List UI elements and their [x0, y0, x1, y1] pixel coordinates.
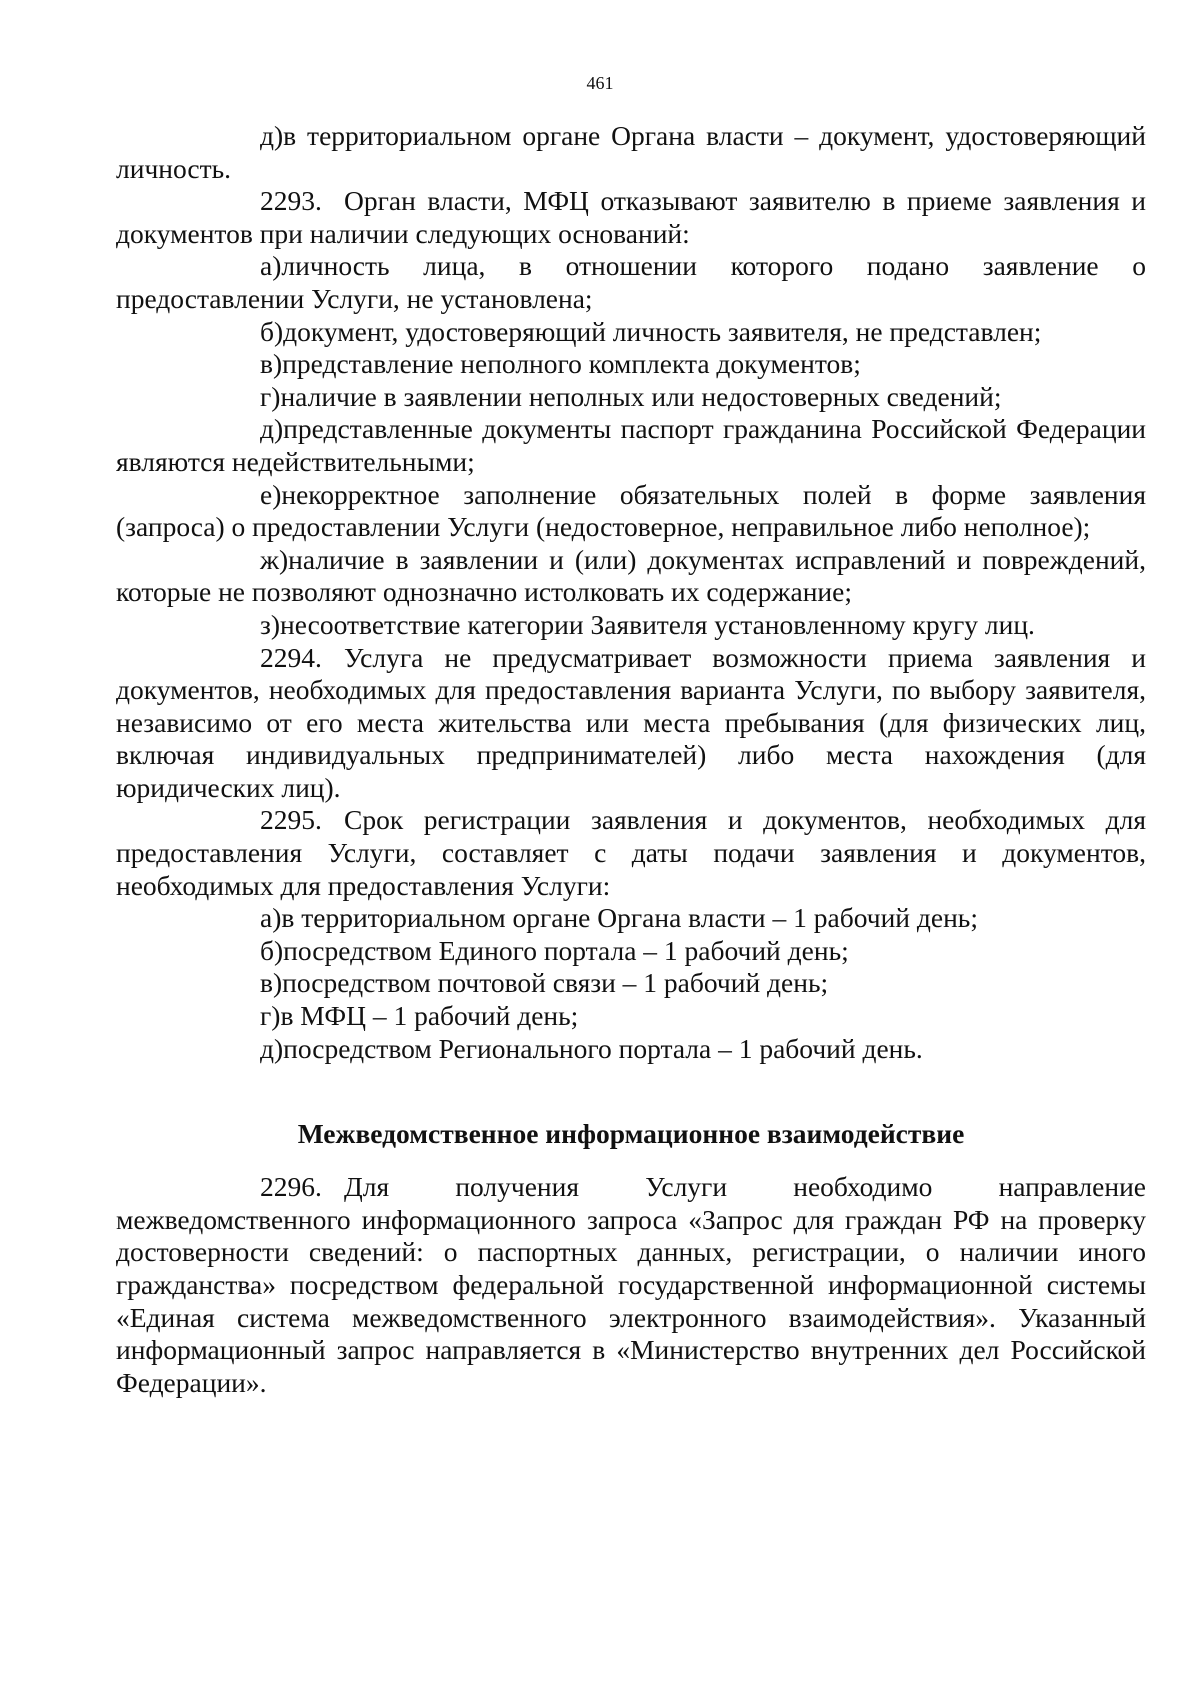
- item-marker: д): [260, 413, 284, 445]
- paragraph-number: 2296.: [260, 1171, 322, 1203]
- item-text: документ, удостоверяющий личность заявителя, не представлен;: [283, 315, 1042, 347]
- page-number: 461: [586, 73, 614, 93]
- section-heading: Межведомственное информационное взаимодействие: [297, 1118, 965, 1150]
- list-item: [116, 479, 1146, 544]
- item-text: посредством Единого портала – 1 рабочий день;: [283, 934, 849, 966]
- list-item: [116, 348, 1146, 381]
- numbered-paragraph: [116, 804, 1146, 902]
- item-text: некорректное заполнение обязательных полей в форме заявления (запроса) о предоставлении Услуги (недостоверное, неправильное либо неполное);: [116, 478, 1146, 543]
- list-item: [116, 1000, 1146, 1033]
- item-text: посредством Регионального портала – 1 рабочий день.: [283, 1032, 923, 1064]
- item-text: личность лица, в отношении которого подано заявление о предоставлении Услуги, не установлена;: [116, 250, 1146, 314]
- paragraph-number: 2295.: [260, 804, 322, 836]
- numbered-paragraph: [116, 642, 1146, 805]
- list-item: [116, 381, 1146, 414]
- list-item: [116, 609, 1146, 642]
- list-item: [116, 544, 1146, 609]
- item-text: наличие в заявлении и (или) документах исправлений и повреждений, которые не позволяют однозначно истолковать их содержание;: [116, 543, 1146, 608]
- item-marker: ж): [260, 543, 289, 575]
- item-marker: в): [260, 348, 283, 380]
- item-text: в МФЦ – 1 рабочий день;: [280, 1000, 579, 1032]
- item-marker: а): [260, 902, 282, 934]
- item-marker: д): [260, 120, 284, 151]
- list-item: [116, 250, 1146, 315]
- list-item: [116, 120, 1146, 185]
- list-item: [116, 902, 1146, 935]
- item-marker: б): [260, 934, 284, 966]
- item-text: в территориальном органе Органа власти – документ, удостоверяющий личность.: [116, 120, 1146, 184]
- item-marker: б): [260, 315, 284, 347]
- item-marker: а): [260, 250, 282, 282]
- list-item: [116, 935, 1146, 968]
- document-body: [116, 120, 1146, 1399]
- paragraph-text: Услуга не предусматривает возможности приема заявления и документов, необходимых для предоставления варианта Услуги, по выбору заявителя, независимо от его места жительства или места пребывания (для физических лиц, включая индивидуальных предпринимателей) либо места нахождения (для юридических лиц).: [116, 641, 1146, 803]
- item-marker: г): [260, 1000, 281, 1032]
- item-text: несоответствие категории Заявителя установленному кругу лиц.: [280, 608, 1035, 640]
- paragraph-number: 2293.: [260, 185, 322, 217]
- paragraph-text: Срок регистрации заявления и документов, необходимых для предоставления Услуги, составляет с даты подачи заявления и документов, необходимых для предоставления Услуги:: [116, 804, 1146, 901]
- item-marker: в): [260, 967, 283, 999]
- item-marker: з): [260, 608, 281, 640]
- list-item: [116, 967, 1146, 1000]
- paragraph-text: Орган власти, МФЦ отказывают заявителю в приеме заявления и документов при наличии следующих оснований:: [116, 185, 1146, 249]
- item-marker: г): [260, 380, 281, 412]
- item-marker: е): [260, 478, 282, 510]
- item-text: представление неполного комплекта документов;: [282, 348, 861, 380]
- item-text: посредством почтовой связи – 1 рабочий день;: [282, 967, 829, 999]
- item-text: представленные документы паспорт гражданина Российской Федерации являются недействительными;: [116, 413, 1146, 477]
- paragraph-number: 2294.: [260, 641, 322, 673]
- item-marker: д): [260, 1032, 284, 1064]
- numbered-paragraph: [116, 185, 1146, 250]
- list-item: [116, 316, 1146, 349]
- paragraph-text: Для получения Услуги необходимо направление межведомственного информационного запроса «Запрос для граждан РФ на проверку достоверности сведений: о паспортных данных, регистрации, о наличии иного гражданства» посредством федеральной государственной информационной системы «Единая система межведомственного электронного взаимодействия». Указанный информационный запрос направляется в «Министерство внутренних дел Российской Федерации».: [116, 1171, 1146, 1398]
- item-text: в территориальном органе Органа власти – 1 рабочий день;: [281, 902, 978, 934]
- numbered-paragraph: [116, 1171, 1146, 1399]
- list-item: [116, 413, 1146, 478]
- item-text: наличие в заявлении неполных или недостоверных сведений;: [280, 380, 1002, 412]
- list-item: [116, 1033, 1146, 1066]
